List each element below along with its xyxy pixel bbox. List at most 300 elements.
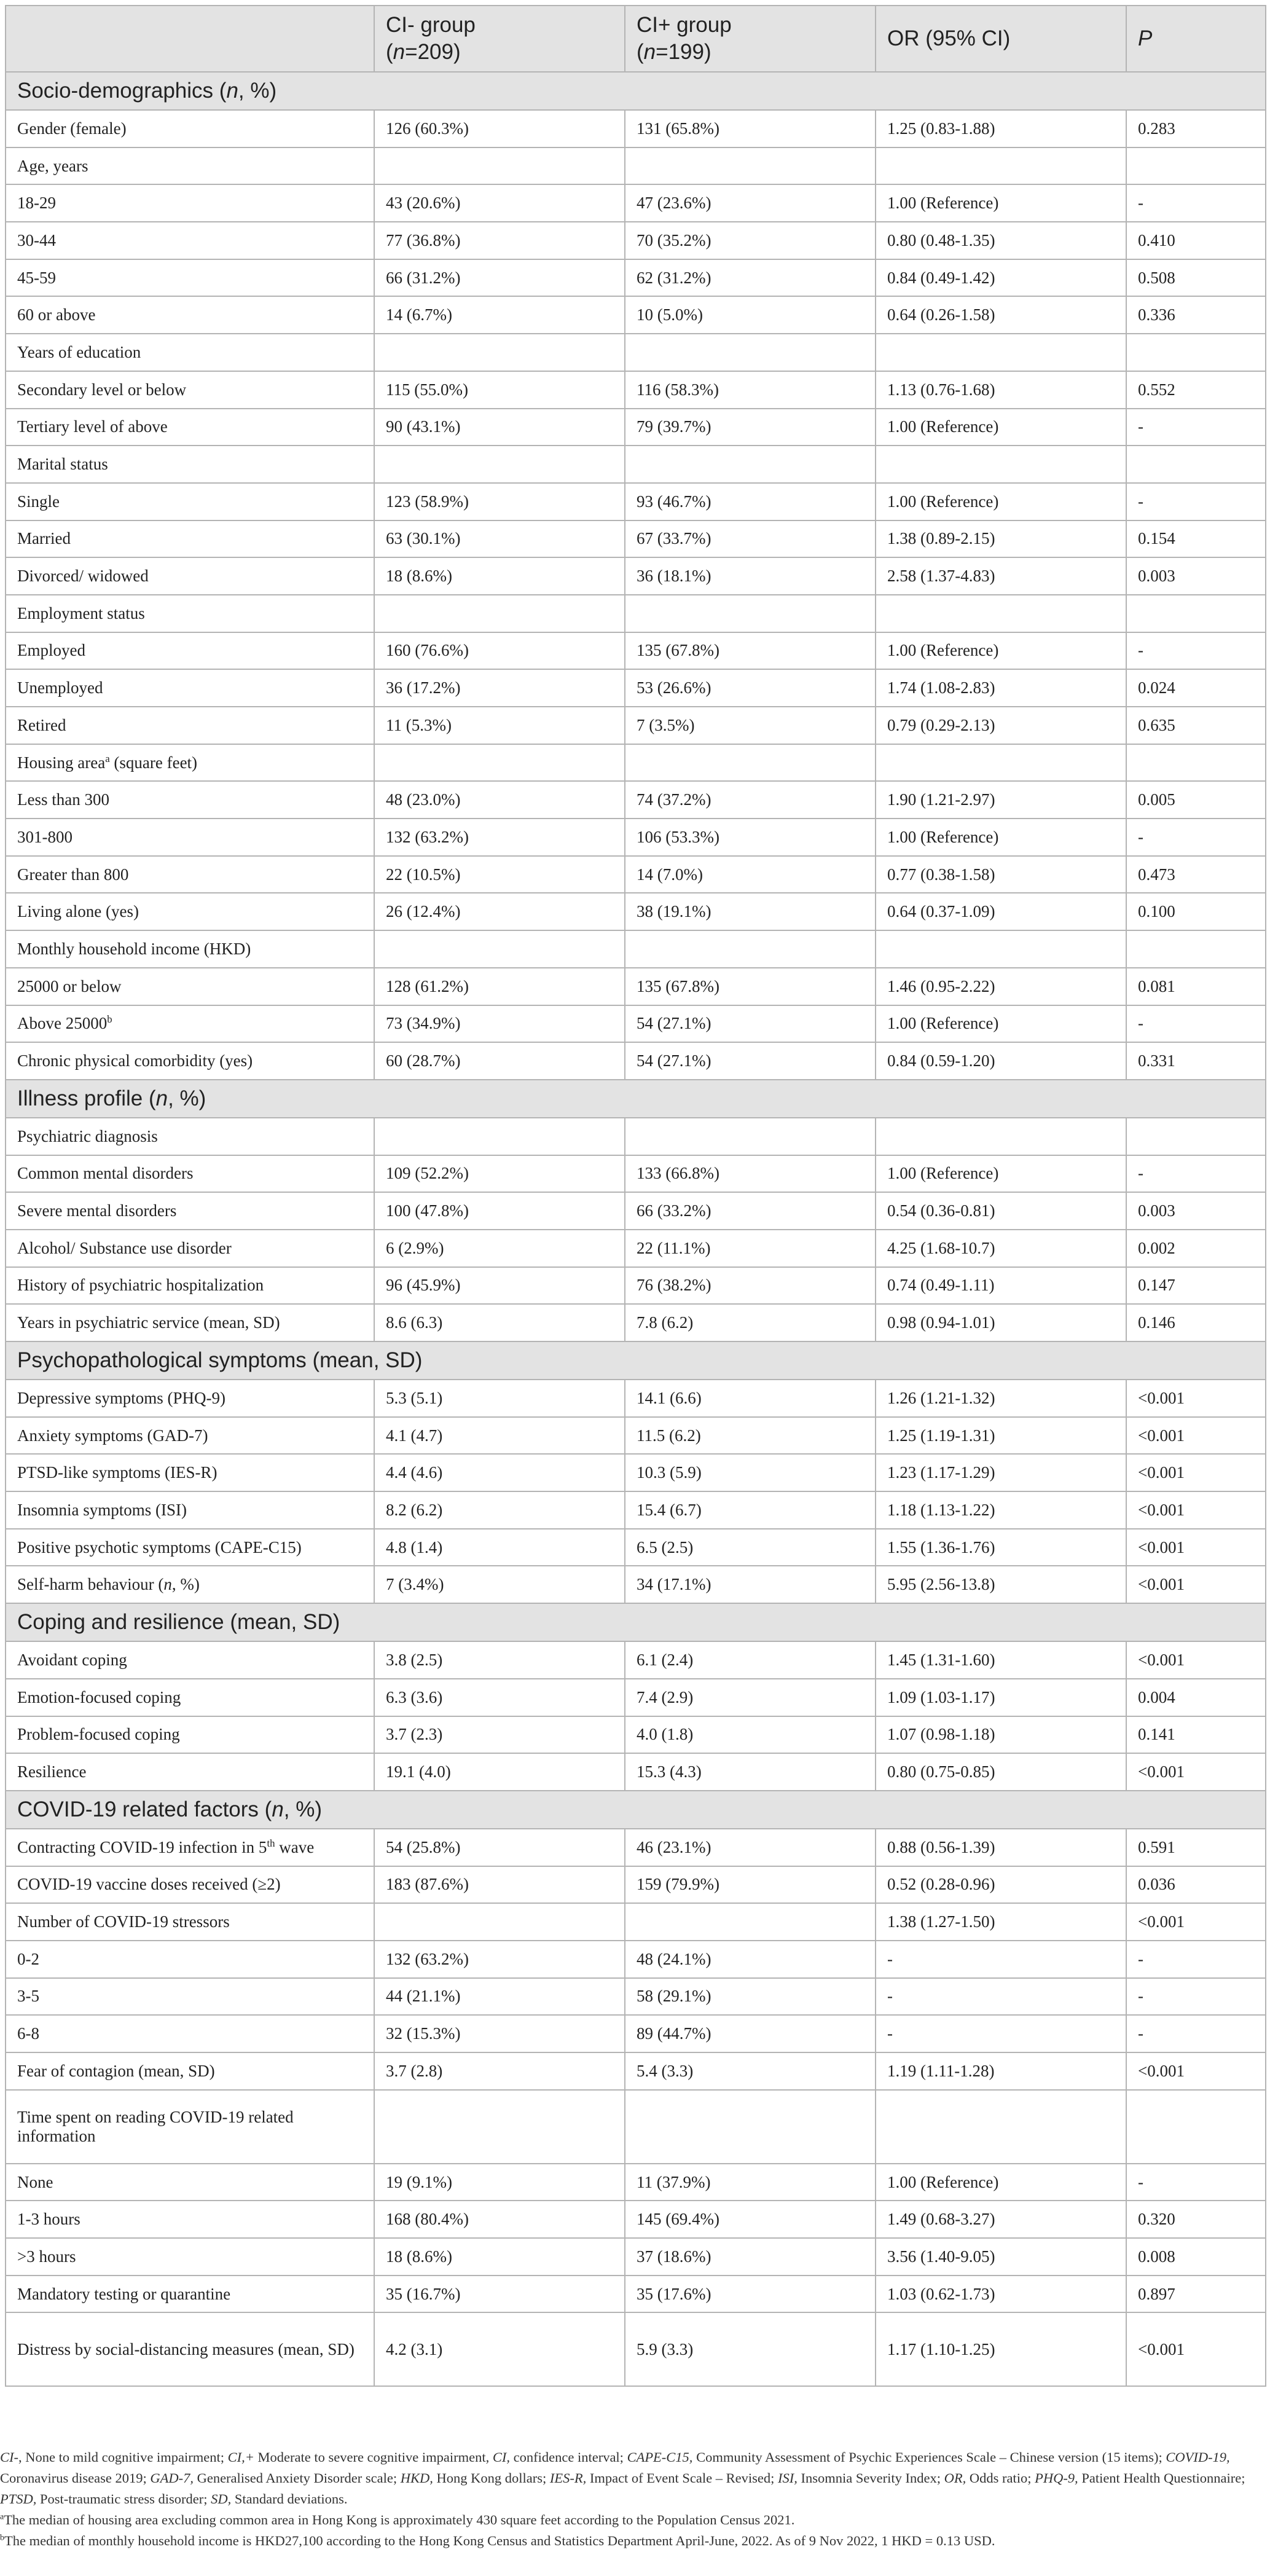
cell-variable-text: Psychiatric diagnosis	[17, 1126, 158, 1145]
table-row	[6, 1380, 1266, 1417]
cell-odds-ratio	[876, 1304, 1126, 1341]
table-row	[6, 1304, 1266, 1341]
section-header-row	[6, 1341, 1266, 1380]
cell-variable-text: Married	[17, 529, 71, 548]
cell-ci-minus-text: 109 (52.2%)	[386, 1164, 469, 1183]
cell-ci-plus-text: 6.1 (2.4)	[637, 1650, 694, 1669]
cell-p-value-text: 0.336	[1138, 305, 1175, 324]
table-row	[6, 856, 1266, 893]
cell-odds-ratio-text: 1.13 (0.76-1.68)	[887, 380, 995, 399]
table-row	[6, 184, 1266, 222]
cell-odds-ratio-text: 1.09 (1.03-1.17)	[887, 1687, 995, 1706]
cell-ci-plus	[625, 1716, 876, 1754]
table-row	[6, 819, 1266, 856]
cell-ci-minus	[374, 483, 625, 520]
cell-odds-ratio	[876, 1903, 1126, 1941]
table-row	[6, 483, 1266, 520]
cell-ci-plus-text: 93 (46.7%)	[637, 492, 711, 511]
cell-ci-plus-text: 58 (29.1%)	[637, 1987, 711, 2006]
cell-variable	[6, 2238, 374, 2276]
table-row	[6, 1641, 1266, 1679]
cell-ci-minus	[374, 1192, 625, 1230]
cell-variable-text: Secondary level or below	[17, 380, 187, 399]
table-row	[6, 409, 1266, 446]
cell-p-value	[1126, 2201, 1266, 2238]
cell-ci-plus	[625, 1829, 876, 1866]
cell-ci-minus	[374, 1641, 625, 1679]
cell-ci-minus-text: 128 (61.2%)	[386, 976, 469, 995]
cell-odds-ratio-text: 0.88 (0.56-1.39)	[887, 1837, 995, 1856]
table-row	[6, 2238, 1266, 2276]
cell-ci-plus-text: 15.4 (6.7)	[637, 1500, 702, 1519]
cell-odds-ratio-text: 1.00 (Reference)	[887, 1014, 999, 1033]
section-title-rest: , %)	[168, 1086, 206, 1110]
cell-odds-ratio-text: 1.25 (1.19-1.31)	[887, 1426, 995, 1445]
cell-ci-plus-text: 10 (5.0%)	[637, 305, 703, 324]
cell-odds-ratio	[876, 1941, 1126, 1978]
cell-ci-minus-text: 8.6 (6.3)	[386, 1313, 443, 1332]
table-row	[6, 222, 1266, 259]
cell-variable-text: Self-harm behaviour (	[17, 1575, 164, 1594]
cell-ci-minus	[374, 446, 625, 483]
cell-variable	[6, 2312, 374, 2386]
cell-odds-ratio-text: 0.98 (0.94-1.01)	[887, 1313, 995, 1332]
cell-ci-plus-text: 22 (11.1%)	[637, 1238, 711, 1257]
cell-variable-text: Divorced/ widowed	[17, 567, 149, 586]
cell-ci-minus	[374, 707, 625, 744]
cell-odds-ratio-text: 1.00 (Reference)	[887, 641, 999, 660]
cell-p-value	[1126, 557, 1266, 595]
cell-p-value	[1126, 1454, 1266, 1491]
cell-odds-ratio-text: 1.07 (0.98-1.18)	[887, 1725, 995, 1744]
cell-variable	[6, 110, 374, 147]
cell-variable	[6, 1566, 374, 1603]
cell-p-value	[1126, 1192, 1266, 1230]
cell-odds-ratio-text: 1.00 (Reference)	[887, 492, 999, 511]
cell-p-value-text: 0.003	[1138, 1201, 1175, 1220]
cell-ci-minus	[374, 2276, 625, 2313]
cell-ci-minus	[374, 2238, 625, 2276]
cell-p-value	[1126, 1230, 1266, 1267]
abbrev-term: GAD-7,	[150, 2470, 194, 2486]
cell-variable	[6, 2090, 374, 2164]
cell-ci-minus	[374, 334, 625, 371]
cell-odds-ratio-text: 1.00 (Reference)	[887, 827, 999, 846]
cell-p-value-text: 0.003	[1138, 567, 1175, 586]
header-or: OR (95% CI)	[876, 6, 1126, 72]
cell-variable-text: 45-59	[17, 268, 56, 287]
cell-odds-ratio-text: 0.80 (0.48-1.35)	[887, 230, 995, 249]
cell-ci-plus-text: 74 (37.2%)	[637, 790, 711, 809]
cell-variable-text: Employment status	[17, 603, 145, 622]
cell-p-value	[1126, 483, 1266, 520]
cell-ci-minus-text: 60 (28.7%)	[386, 1051, 461, 1070]
cell-odds-ratio-text: 1.00 (Reference)	[887, 417, 999, 436]
cell-ci-plus	[625, 1679, 876, 1716]
cell-ci-plus	[625, 819, 876, 856]
cell-odds-ratio	[876, 1192, 1126, 1230]
cell-ci-minus	[374, 1829, 625, 1866]
cell-odds-ratio-text: 1.23 (1.17-1.29)	[887, 1463, 995, 1482]
cell-variable-text: Time spent on reading COVID-19 related information	[17, 2107, 294, 2145]
cell-odds-ratio	[876, 707, 1126, 744]
cell-odds-ratio-text: 0.80 (0.75-0.85)	[887, 1762, 995, 1781]
cell-odds-ratio-text: 1.90 (1.21-2.97)	[887, 790, 995, 809]
cell-ci-plus-text: 35 (17.6%)	[637, 2284, 711, 2303]
cell-p-value	[1126, 707, 1266, 744]
table-row	[6, 632, 1266, 670]
cell-variable-text: Age, years	[17, 156, 88, 175]
table-row	[6, 1566, 1266, 1603]
cell-ci-plus	[625, 2164, 876, 2201]
cell-variable-text: History of psychiatric hospitalization	[17, 1276, 264, 1295]
abbrev-definition: Moderate to severe cognitive impairment,	[254, 2449, 493, 2465]
cell-variable	[6, 1829, 374, 1866]
cell-p-value	[1126, 222, 1266, 259]
cell-ci-plus	[625, 1866, 876, 1904]
cell-p-value	[1126, 1753, 1266, 1791]
table-row	[6, 1529, 1266, 1566]
cell-odds-ratio-text: 4.25 (1.68-10.7)	[887, 1238, 995, 1257]
cell-ci-plus-text: 54 (27.1%)	[637, 1014, 711, 1033]
cell-odds-ratio	[876, 371, 1126, 409]
cell-ci-plus	[625, 1380, 876, 1417]
cell-p-value-text: -	[1138, 827, 1143, 846]
footnote-b-marker: b	[0, 2533, 4, 2543]
cell-ci-plus-text: 34 (17.1%)	[637, 1575, 711, 1594]
header-p-label: P	[1138, 26, 1153, 51]
cell-ci-minus-text: 6 (2.9%)	[386, 1238, 444, 1257]
cell-p-value	[1126, 371, 1266, 409]
footnote-marker: th	[267, 1837, 275, 1849]
cell-p-value-text: -	[1138, 1014, 1143, 1033]
cell-variable-text: Fear of contagion (mean, SD)	[17, 2061, 215, 2080]
cell-ci-plus-text: 7 (3.5%)	[637, 715, 695, 734]
cell-ci-plus	[625, 2015, 876, 2052]
cell-ci-minus	[374, 1005, 625, 1043]
cell-variable-text: Chronic physical comorbidity (yes)	[17, 1051, 253, 1070]
cell-ci-minus-text: 7 (3.4%)	[386, 1575, 444, 1594]
section-title	[6, 1791, 1266, 1829]
cell-odds-ratio-text: 1.74 (1.08-2.83)	[887, 678, 995, 697]
cell-odds-ratio	[876, 2276, 1126, 2313]
cell-p-value-text: <0.001	[1138, 1575, 1185, 1594]
cell-ci-minus-text: 183 (87.6%)	[386, 1875, 469, 1894]
cell-odds-ratio-text: 0.64 (0.37-1.09)	[887, 902, 995, 921]
cell-variable	[6, 1491, 374, 1529]
cell-ci-minus-text: 3.8 (2.5)	[386, 1650, 443, 1669]
cell-variable-text: COVID-19 vaccine doses received (≥2)	[17, 1875, 281, 1894]
cell-odds-ratio	[876, 1417, 1126, 1455]
cell-variable	[6, 595, 374, 632]
cell-ci-minus-text: 35 (16.7%)	[386, 2284, 461, 2303]
cell-variable	[6, 371, 374, 409]
cell-variable	[6, 856, 374, 893]
cell-variable-text: Monthly household income (HKD)	[17, 939, 251, 958]
table-row	[6, 259, 1266, 297]
cell-odds-ratio-text: 0.84 (0.49-1.42)	[887, 268, 995, 287]
table-row	[6, 2164, 1266, 2201]
cell-p-value	[1126, 1005, 1266, 1043]
cell-variable-text: PTSD-like symptoms (IES-R)	[17, 1463, 218, 1482]
cell-ci-minus-text: 32 (15.3%)	[386, 2024, 461, 2043]
table-row	[6, 707, 1266, 744]
section-header-row	[6, 72, 1266, 110]
abbrev-definition: Odds ratio;	[966, 2470, 1035, 2486]
cell-variable-text: Problem-focused coping	[17, 1725, 180, 1744]
cell-variable	[6, 446, 374, 483]
cell-p-value	[1126, 968, 1266, 1005]
cell-p-value-text: 0.002	[1138, 1238, 1175, 1257]
table-row	[6, 1005, 1266, 1043]
cell-odds-ratio	[876, 819, 1126, 856]
cell-variable-text: 25000 or below	[17, 976, 122, 995]
cell-ci-minus-text: 18 (8.6%)	[386, 567, 452, 586]
cell-odds-ratio	[876, 2052, 1126, 2090]
cell-p-value	[1126, 1380, 1266, 1417]
cell-ci-minus	[374, 1155, 625, 1193]
cell-ci-minus	[374, 1903, 625, 1941]
cell-p-value-text: <0.001	[1138, 1463, 1185, 1482]
cell-variable-text: 0-2	[17, 1949, 39, 1968]
abbrev-term: SD,	[211, 2491, 232, 2507]
cell-ci-plus-text: 79 (39.7%)	[637, 417, 711, 436]
cell-variable	[6, 296, 374, 334]
cell-p-value	[1126, 110, 1266, 147]
abbrev-term: COVID-19,	[1166, 2449, 1230, 2465]
cell-odds-ratio	[876, 856, 1126, 893]
cell-odds-ratio-text: 1.00 (Reference)	[887, 2172, 999, 2191]
abbrev-definition: Generalised Anxiety Disorder scale;	[193, 2470, 401, 2486]
cell-p-value	[1126, 1941, 1266, 1978]
header-variable	[6, 6, 374, 72]
cell-variable	[6, 632, 374, 670]
cell-variable	[6, 1155, 374, 1193]
cell-ci-plus-text: 116 (58.3%)	[637, 380, 719, 399]
cell-p-value-text: <0.001	[1138, 1388, 1185, 1407]
abbrev-definition: Post-traumatic stress disorder;	[36, 2491, 211, 2507]
section-title-italic: n	[272, 1797, 284, 1821]
cell-ci-minus	[374, 819, 625, 856]
cell-variable	[6, 147, 374, 185]
cell-variable-text: Resilience	[17, 1762, 87, 1781]
results-table	[5, 5, 1266, 2387]
cell-ci-plus-text: 76 (38.2%)	[637, 1276, 711, 1295]
cell-ci-minus-text: 4.4 (4.6)	[386, 1463, 443, 1482]
cell-p-value-text: 0.897	[1138, 2284, 1175, 2303]
cell-ci-plus	[625, 1042, 876, 1080]
table-row	[6, 557, 1266, 595]
cell-p-value-text: <0.001	[1138, 1426, 1185, 1445]
footnote-b	[0, 2531, 1270, 2551]
cell-ci-minus	[374, 1118, 625, 1155]
cell-odds-ratio	[876, 1042, 1126, 1080]
cell-ci-minus	[374, 184, 625, 222]
cell-variable-text: Above 25000	[17, 1014, 108, 1033]
cell-ci-plus	[625, 930, 876, 968]
section-title-italic: n	[226, 78, 238, 103]
cell-ci-minus	[374, 856, 625, 893]
cell-variable-text: 1-3 hours	[17, 2210, 80, 2229]
cell-ci-minus	[374, 1417, 625, 1455]
cell-ci-minus-text: 115 (55.0%)	[386, 380, 468, 399]
cell-p-value-text: <0.001	[1138, 1912, 1185, 1931]
cell-odds-ratio	[876, 1118, 1126, 1155]
table-row	[6, 595, 1266, 632]
cell-ci-minus	[374, 520, 625, 558]
table-row	[6, 1679, 1266, 1716]
cell-odds-ratio-text: 1.49 (0.68-3.27)	[887, 2210, 995, 2229]
cell-p-value	[1126, 409, 1266, 446]
cell-p-value	[1126, 1491, 1266, 1529]
cell-p-value	[1126, 819, 1266, 856]
cell-ci-minus	[374, 744, 625, 782]
cell-ci-plus-text: 135 (67.8%)	[637, 976, 719, 995]
cell-ci-plus-text: 89 (44.7%)	[637, 2024, 711, 2043]
cell-ci-minus-text: 22 (10.5%)	[386, 865, 461, 884]
table-row	[6, 1829, 1266, 1866]
cell-odds-ratio-text: 0.79 (0.29-2.13)	[887, 715, 995, 734]
cell-variable	[6, 1753, 374, 1791]
cell-ci-minus-text: 19 (9.1%)	[386, 2172, 452, 2191]
cell-ci-plus-text: 47 (23.6%)	[637, 194, 711, 213]
cell-p-value	[1126, 2276, 1266, 2313]
cell-variable-text: Insomnia symptoms (ISI)	[17, 1500, 187, 1519]
cell-odds-ratio	[876, 259, 1126, 297]
cell-p-value-text: <0.001	[1138, 1650, 1185, 1669]
ci-plus-n-rest: =199)	[656, 40, 711, 64]
abbrev-definition: Community Assessment of Psychic Experiences Scale – Chinese version (15 items);	[692, 2449, 1166, 2465]
cell-p-value-text: -	[1138, 417, 1143, 436]
cell-variable	[6, 2052, 374, 2090]
ci-minus-n-rest: =209)	[405, 40, 461, 64]
table-row	[6, 781, 1266, 819]
cell-variable-text: Unemployed	[17, 678, 103, 697]
cell-ci-minus	[374, 557, 625, 595]
cell-variable	[6, 222, 374, 259]
cell-p-value-text: <0.001	[1138, 1537, 1185, 1557]
section-header-row	[6, 1791, 1266, 1829]
label-suffix: (square feet)	[109, 753, 198, 772]
cell-ci-plus-text: 106 (53.3%)	[637, 827, 719, 846]
abbreviations-note	[0, 2447, 1270, 2510]
table-row	[6, 2201, 1266, 2238]
section-title	[6, 1080, 1266, 1118]
cell-odds-ratio	[876, 2164, 1126, 2201]
cell-variable	[6, 2201, 374, 2238]
cell-odds-ratio-text: 1.17 (1.10-1.25)	[887, 2339, 995, 2358]
cell-p-value-text: 0.410	[1138, 230, 1175, 249]
table-row	[6, 1192, 1266, 1230]
cell-ci-plus	[625, 371, 876, 409]
cell-p-value-text: -	[1138, 2172, 1143, 2191]
cell-p-value-text: 0.635	[1138, 715, 1175, 734]
cell-odds-ratio	[876, 409, 1126, 446]
cell-variable	[6, 259, 374, 297]
cell-p-value	[1126, 930, 1266, 968]
cell-ci-minus	[374, 259, 625, 297]
cell-p-value	[1126, 2052, 1266, 2090]
abbrev-term: PHQ-9,	[1035, 2470, 1078, 2486]
abbrev-term: HKD,	[400, 2470, 433, 2486]
cell-ci-plus	[625, 557, 876, 595]
cell-odds-ratio	[876, 1454, 1126, 1491]
cell-odds-ratio	[876, 222, 1126, 259]
cell-ci-plus-text: 66 (33.2%)	[637, 1201, 711, 1220]
cell-variable	[6, 2164, 374, 2201]
cell-p-value	[1126, 1903, 1266, 1941]
footnote-marker: a	[105, 752, 110, 764]
cell-variable-text: Less than 300	[17, 790, 109, 809]
cell-ci-plus	[625, 2276, 876, 2313]
cell-ci-plus	[625, 296, 876, 334]
cell-variable	[6, 1417, 374, 1455]
cell-ci-plus	[625, 1903, 876, 1941]
cell-ci-plus-text: 5.4 (3.3)	[637, 2061, 694, 2080]
cell-variable-text: Number of COVID-19 stressors	[17, 1912, 230, 1931]
cell-odds-ratio-text: 1.00 (Reference)	[887, 1164, 999, 1183]
cell-variable-text: Gender (female)	[17, 119, 127, 138]
cell-variable-text: Living alone (yes)	[17, 902, 139, 921]
abbrev-term: CI-	[0, 2449, 18, 2465]
cell-variable-text: Employed	[17, 641, 85, 660]
cell-variable-text: 301-800	[17, 827, 73, 846]
cell-ci-plus	[625, 707, 876, 744]
cell-ci-minus	[374, 1267, 625, 1305]
cell-ci-minus	[374, 409, 625, 446]
cell-p-value-text: 0.100	[1138, 902, 1175, 921]
cell-ci-plus-text: 133 (66.8%)	[637, 1164, 719, 1183]
cell-odds-ratio	[876, 2238, 1126, 2276]
cell-ci-minus	[374, 2090, 625, 2164]
cell-p-value-text: 0.008	[1138, 2247, 1175, 2266]
cell-odds-ratio	[876, 557, 1126, 595]
cell-ci-plus	[625, 110, 876, 147]
section-title	[6, 72, 1266, 110]
cell-ci-plus	[625, 2238, 876, 2276]
cell-odds-ratio	[876, 296, 1126, 334]
cell-odds-ratio	[876, 968, 1126, 1005]
header-p	[1126, 6, 1266, 72]
cell-ci-minus-text: 26 (12.4%)	[386, 902, 461, 921]
cell-variable	[6, 1529, 374, 1566]
cell-variable	[6, 1454, 374, 1491]
ci-minus-label: CI- group	[386, 13, 476, 37]
cell-variable-text: Contracting COVID-19 infection in 5	[17, 1837, 267, 1856]
cell-odds-ratio	[876, 1566, 1126, 1603]
table-row	[6, 1267, 1266, 1305]
cell-ci-minus	[374, 1230, 625, 1267]
table-row	[6, 1903, 1266, 1941]
cell-odds-ratio-text: 3.56 (1.40-9.05)	[887, 2247, 995, 2266]
cell-variable-text: Single	[17, 492, 60, 511]
cell-odds-ratio-text: 1.19 (1.11-1.28)	[887, 2061, 995, 2080]
abbrev-term: OR,	[944, 2470, 966, 2486]
cell-p-value-text: <0.001	[1138, 1500, 1185, 1519]
section-header-row	[6, 1080, 1266, 1118]
cell-ci-minus	[374, 1941, 625, 1978]
table-row	[6, 1716, 1266, 1754]
cell-ci-plus	[625, 1753, 876, 1791]
cell-variable	[6, 1978, 374, 2016]
cell-odds-ratio	[876, 520, 1126, 558]
cell-odds-ratio-text: -	[887, 2024, 893, 2043]
cell-ci-minus	[374, 110, 625, 147]
section-title-text: Illness profile (	[17, 1086, 156, 1110]
cell-ci-plus	[625, 334, 876, 371]
cell-ci-plus	[625, 1304, 876, 1341]
cell-ci-minus	[374, 1716, 625, 1754]
